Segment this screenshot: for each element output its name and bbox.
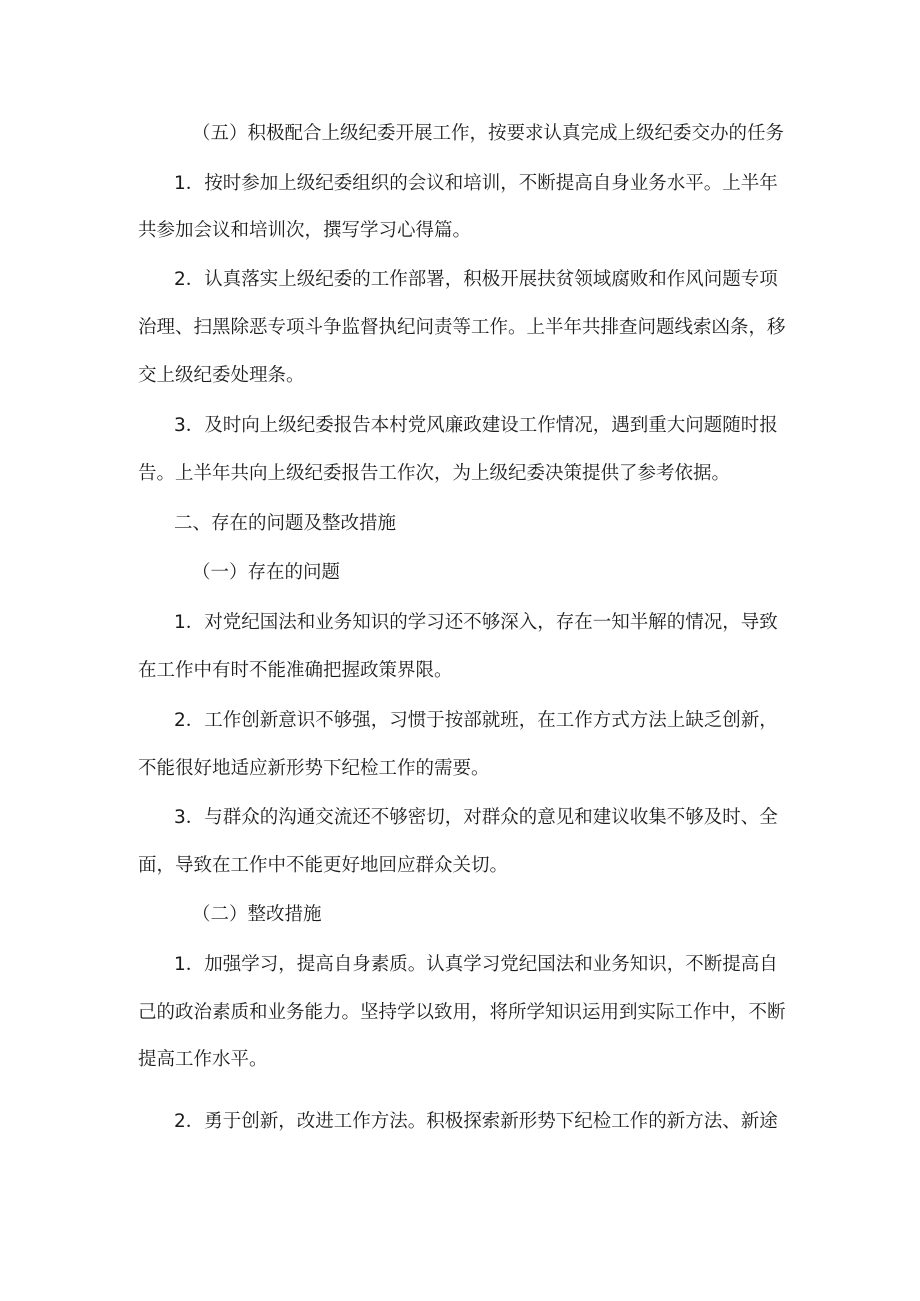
subsection-heading-one: （一）存在的问题	[192, 562, 341, 583]
paragraph-line: 3．与群众的沟通交流还不够密切，对群众的意见和建议收集不够及时、全	[174, 807, 778, 828]
paragraph-line: 治理、扫黑除恶专项斗争监督执纪问责等工作。上半年共排查问题线索凶条，移	[138, 317, 786, 338]
paragraph-line: 己的政治素质和业务能力。坚持学以致用，将所学知识运用到实际工作中，不断	[138, 1002, 786, 1023]
paragraph-line: 不能很好地适应新形势下纪检工作的需要。	[138, 758, 490, 779]
section-heading-two: 二、存在的问题及整改措施	[174, 513, 397, 534]
paragraph-line: 2．勇于创新，改进工作方法。积极探索新形势下纪检工作的新方法、新途	[174, 1111, 778, 1132]
paragraph-line: 1．对党纪国法和业务知识的学习还不够深入，存在一知半解的情况，导致	[174, 612, 778, 633]
paragraph-line: 2．工作创新意识不够强，习惯于按部就班，在工作方式方法上缺乏创新，	[174, 710, 778, 731]
paragraph-line: 告。上半年共向上级纪委报告工作次，为上级纪委决策提供了参考依据。	[138, 463, 731, 484]
paragraph-line: 2．认真落实上级纪委的工作部署，积极开展扶贫领域腐败和作风问题专项	[174, 269, 778, 290]
paragraph-line: 交上级纪委处理条。	[138, 365, 305, 386]
paragraph-line: 在工作中有时不能准确把握政策界限。	[138, 660, 453, 681]
section-heading-five: （五）积极配合上级纪委开展工作，按要求认真完成上级纪委交办的任务	[192, 123, 785, 144]
subsection-heading-two: （二）整改措施	[192, 904, 322, 925]
paragraph-line: 1．加强学习，提高自身素质。认真学习党纪国法和业务知识，不断提高自	[174, 954, 778, 975]
paragraph-line: 3．及时向上级纪委报告本村党风廉政建设工作情况，遇到重大问题随时报	[174, 415, 778, 436]
paragraph-line: 面，导致在工作中不能更好地回应群众关切。	[138, 855, 509, 876]
paragraph-line: 提高工作水平。	[138, 1049, 268, 1070]
paragraph-line: 1．按时参加上级纪委组织的会议和培训，不断提高自身业务水平。上半年	[174, 173, 778, 194]
paragraph-line: 共参加会议和培训次，撰写学习心得篇。	[138, 220, 472, 241]
